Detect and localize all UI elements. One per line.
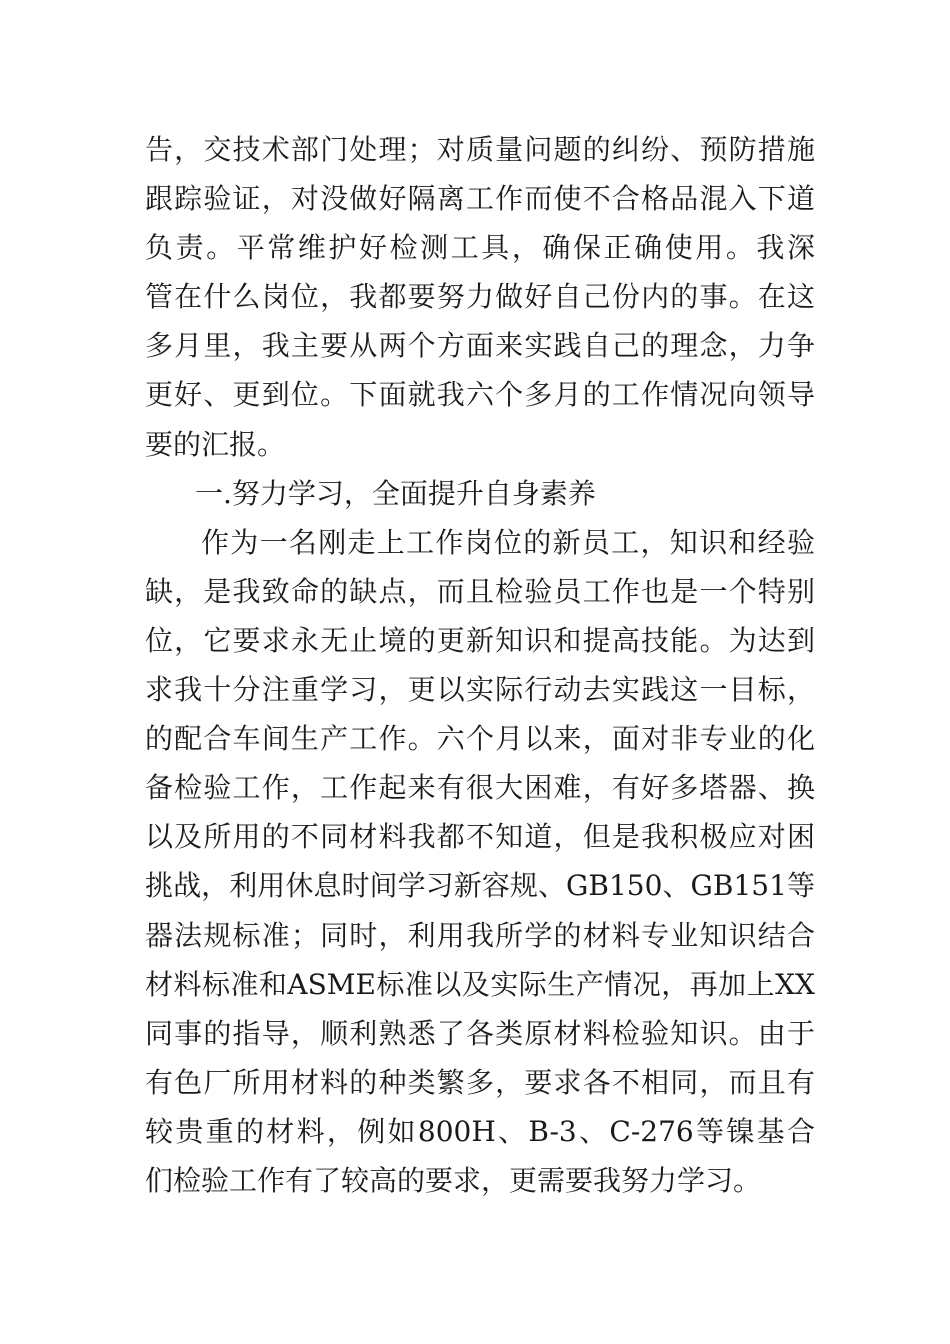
text-line: 多月里，我主要从两个方面来实践自己的理念，力争: [145, 329, 815, 363]
text-line: 告，交技术部门处理；对质量问题的纠纷、预防措施: [145, 133, 815, 166]
text-line: 同事的指导，顺利熟悉了各类原材料检验知识。由于: [145, 1016, 815, 1050]
text-line: 缺，是我致命的缺点，而且检验员工作也是一个特别: [145, 574, 815, 608]
text-line: 跟踪验证，对没做好隔离工作而使不合格品混入下道: [145, 182, 815, 216]
text-line: 更好、更到位。下面就我六个多月的工作情况向领导: [145, 378, 815, 412]
text-line: 备检验工作，工作起来有很大困难，有好多塔器、换: [145, 771, 815, 805]
text-line: 器法规标准；同时，利用我所学的材料专业知识结合: [145, 918, 815, 952]
text-line: 材料标准和ASME标准以及实际生产情况，再加上XX: [145, 967, 815, 1001]
paragraph-first-line: 作为一名刚走上工作岗位的新员工，知识和经验: [201, 525, 815, 559]
text-line: 们检验工作有了较高的要求，更需要我努力学习。: [145, 1163, 762, 1197]
text-line: 求我十分注重学习，更以实际行动去实践这一目标，: [145, 673, 815, 707]
text-line: 负责。平常维护好检测工具，确保正确使用。我深: [145, 231, 815, 265]
text-line: 有色厂所用材料的种类繁多，要求各不相同，而且有: [145, 1065, 815, 1099]
section-heading: 一.努力学习，全面提升自身素养: [195, 476, 596, 510]
text-line: 要的汇报。: [145, 427, 286, 461]
text-line: 的配合车间生产工作。六个月以来，面对非专业的化: [145, 722, 815, 756]
text-line: 位，它要求永无止境的更新知识和提高技能。为达到: [145, 623, 815, 657]
text-line: 管在什么岗位，我都要努力做好自己份内的事。在这: [145, 280, 815, 314]
text-line: 以及所用的不同材料我都不知道，但是我积极应对困: [145, 820, 815, 854]
body-text: [145, 125, 815, 1205]
text-line: 较贵重的材料，例如800H、B-3、C-276等镍基合: [145, 1114, 815, 1148]
text-line: 挑战，利用休息时间学习新容规、GB150、GB151等: [145, 869, 815, 903]
